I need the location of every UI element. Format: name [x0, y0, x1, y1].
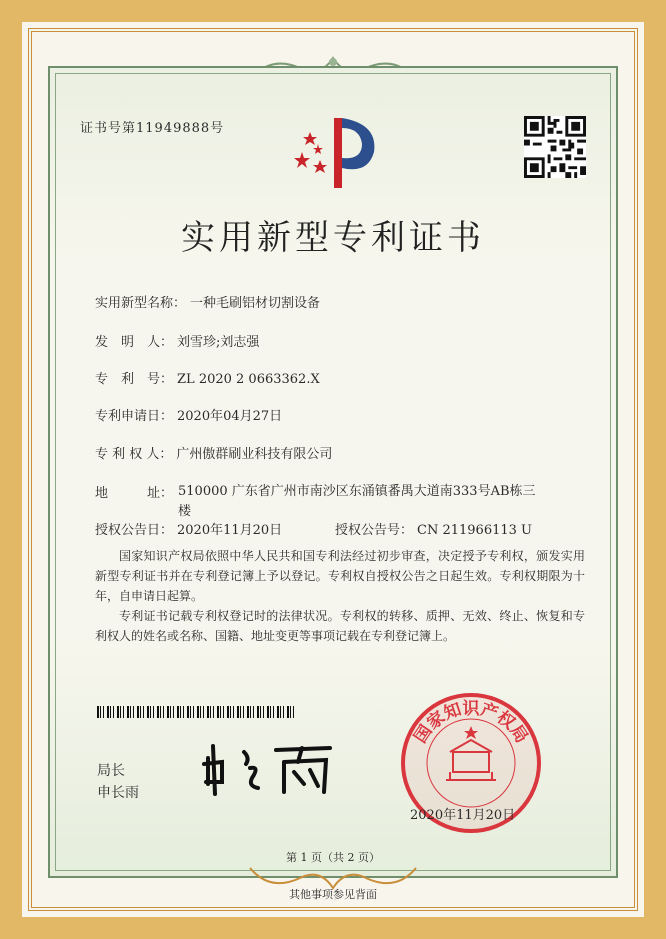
filing-date-row [95, 405, 282, 424]
director-name: 申长雨 [97, 785, 139, 801]
footer-note: 其他事项参见背面 [289, 888, 377, 901]
grant-announcement-date-label: 授权公告日： [95, 523, 174, 538]
certificate-number: 证书号第11949888号 [80, 121, 225, 136]
patentee-row [95, 443, 332, 462]
grant-announcement-number: CN 211966113 U [417, 523, 532, 538]
utility-model-name-label: 实用新型名称： [95, 296, 187, 311]
address-value: 510000 广东省广州市南沙区东涌镇番禺大道南333号AB栋三楼 [178, 484, 536, 519]
filing-date-label: 专利申请日： [95, 409, 174, 424]
qr-code-icon [524, 116, 586, 178]
cnipa-logo-icon [290, 110, 380, 192]
inventor-label: 发 明 人： [95, 335, 174, 350]
utility-model-name: 一种毛刷铝材切割设备 [190, 296, 321, 311]
utility-model-name-row [95, 292, 320, 311]
filing-date: 2020年04月27日 [177, 409, 283, 424]
patentee-label: 专 利 权 人： [95, 447, 173, 462]
grant-announcement-date: 2020年11月20日 [177, 523, 283, 538]
grant-announcement-number-row [335, 519, 532, 538]
grant-announcement-date-row [95, 519, 282, 538]
director-title: 局长 [97, 763, 125, 779]
patent-number: ZL 2020 2 0663362.X [177, 372, 320, 387]
address-row [95, 482, 173, 501]
address-label: 地 址： [95, 486, 174, 501]
patent-number-label: 专 利 号： [95, 372, 174, 387]
barcode-icon [97, 706, 297, 718]
seal-date: 2020年11月20日 [410, 808, 516, 823]
page-number: 第 1 页（共 2 页） [286, 851, 380, 864]
inventor-row [95, 331, 259, 350]
inventor-value: 刘雪珍;刘志强 [177, 335, 260, 350]
grant-statement-paragraph: 国家知识产权局依照中华人民共和国专利法经过初步审查，决定授予专利权，颁发实用新型专利证书并在专利登记簿上予以登记。专利权自授权公告之日起生效。专利权期限为十年，自申请日起算。 [95, 549, 585, 603]
director-signature-icon [198, 736, 338, 796]
legal-status-paragraph: 专利证书记载专利权登记时的法律状况。专利权的转移、质押、无效、终止、恢复和专利权人的姓名或名称、国籍、地址变更等事项记载在专利登记簿上。 [95, 609, 585, 643]
patent-number-row [95, 368, 320, 387]
seal-text: 国家知识产权局 [410, 698, 532, 747]
grant-announcement-number-label: 授权公告号： [335, 523, 414, 538]
patentee-value: 广州傲群刷业科技有限公司 [176, 447, 333, 462]
certificate-title: 实用新型专利证书 [181, 218, 485, 258]
